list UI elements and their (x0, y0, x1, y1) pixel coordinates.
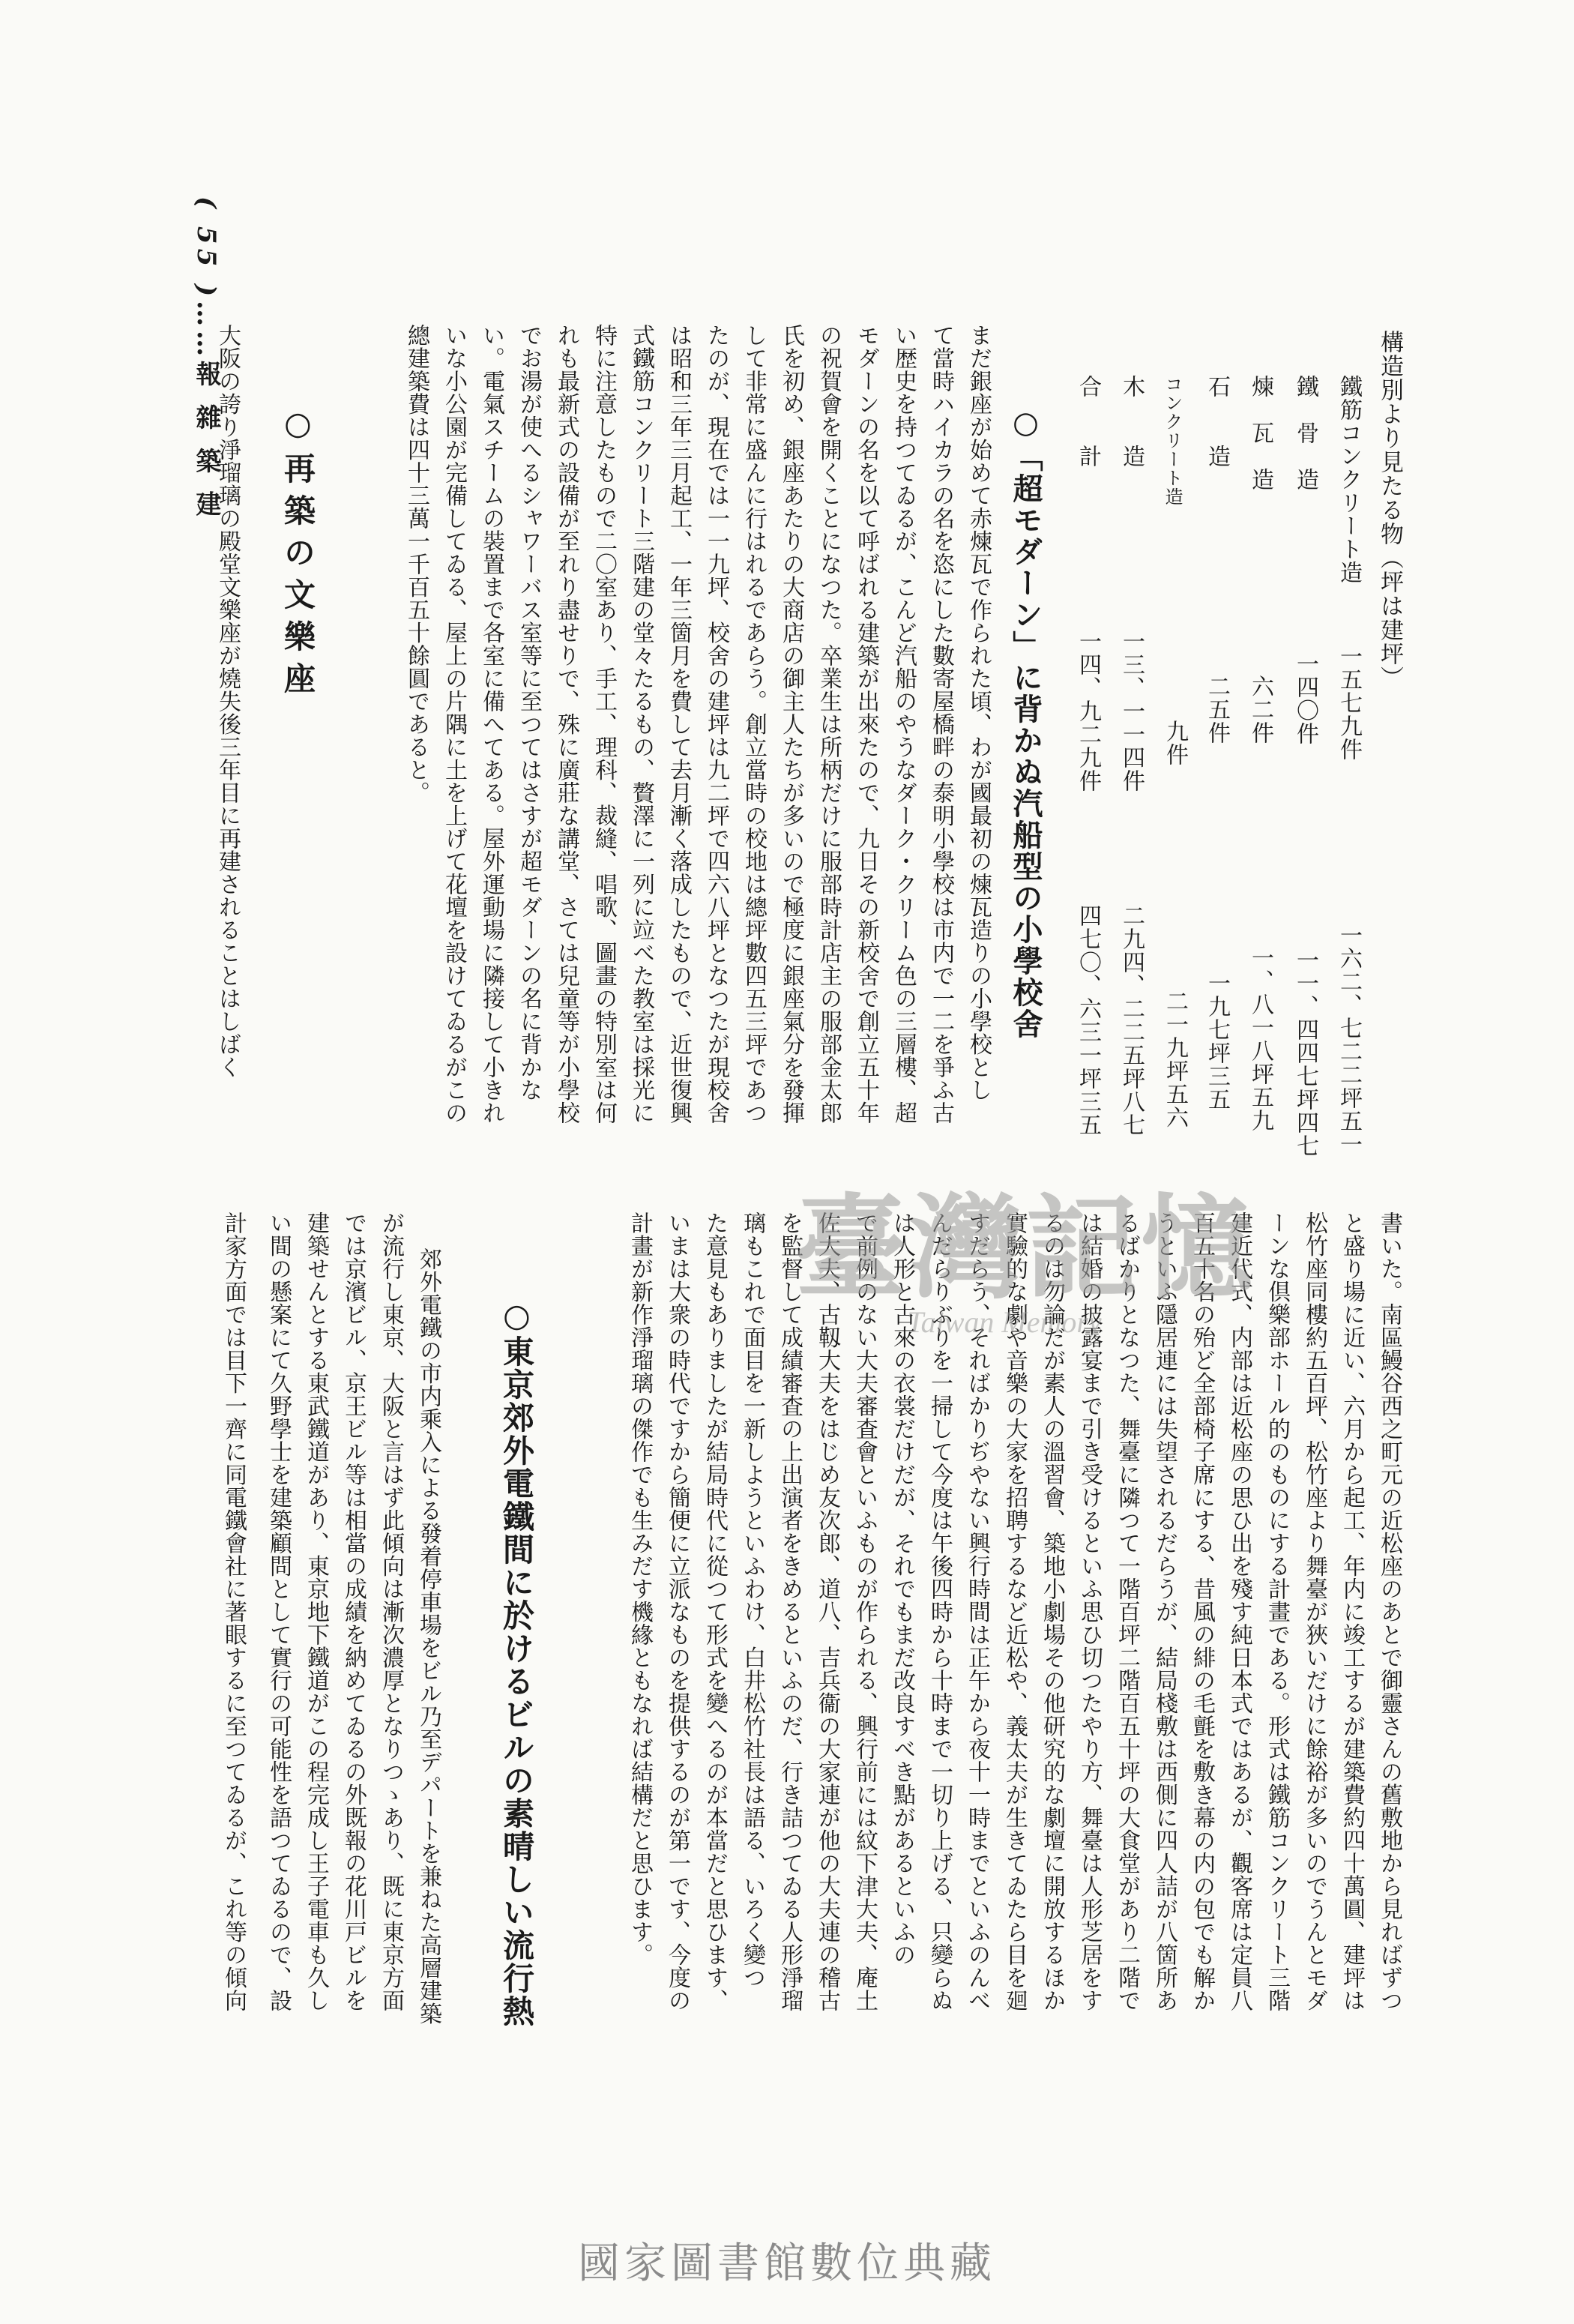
text-line: うといふ隱居連には失望されるだらうが、結局棧敷は西側に四人詰が八箇所あ (1151, 1211, 1178, 2012)
text-line: モダーンの名を以て呼ばれる建築が出來たので、九日その新校舍で創立五十年 (853, 324, 879, 1125)
structure-area: 一、八一八坪五九 (1247, 946, 1273, 1132)
text-line: いまは大衆の時代ですから簡便に立派なものを提供するのが第一です、今度の (664, 1211, 690, 2012)
library-footer: 國家圖書館數位典藏 (578, 2239, 996, 2288)
text-line: るばかりとなつた、舞臺に隣つて一階百坪二階百五十坪の大食堂があり二階で (1114, 1211, 1140, 2012)
text-line: 式鐵筋コンクリート三階建の堂々たるもの、贅澤に一列に竝べた教室は採光に (628, 324, 654, 1125)
structure-type: 煉 瓦 造 (1247, 375, 1273, 491)
structure-count: 一四、九二九件 (1075, 630, 1101, 792)
structure-count: 一五七九件 (1336, 645, 1362, 761)
text-line: 特に注意したもので二〇室あり、手工、理科、裁縫、唱歌、圖畫の特別室は何 (591, 324, 617, 1125)
text-line: 計畫が新作淨瑠璃の傑作でも生みだす機緣ともなれば結構だと思ひます。 (627, 1211, 653, 1966)
text-line: まだ銀座が始めて赤煉瓦で作られた頃、わが國最初の煉瓦造りの小學校とし (965, 324, 992, 1101)
structure-count: 六二件 (1247, 675, 1273, 744)
text-line: 百五十名の殆ど全部椅子席にする、昔風の緋の毛氈を敷き幕の内の包でも解か (1189, 1211, 1215, 2012)
structure-count: 九件 (1162, 720, 1188, 766)
structure-count: 一三、一一四件 (1118, 630, 1145, 792)
structure-area: 一一、四四七坪四七 (1292, 948, 1318, 1158)
text-line: では京濱ビル、京王ビル等は相當の成績を納めてゐるの外既報の花川戸ビルを (340, 1211, 367, 2012)
text-line: 大阪の誇り淨瑠璃の殿堂文樂座が燒失後三年目に再建されることはしばく (214, 324, 241, 1079)
text-line: 建築せんとする東武鐵道があり、東京地下鐵道がこの程完成し王子電車も久し (303, 1211, 329, 2012)
section-heading-suburban-railway-buildings: ○東京郊外電鐵間に於けるビルの素晴しい流行熱 (498, 1297, 535, 2028)
structure-count: 二五件 (1204, 675, 1230, 744)
text-line: で前例のない大夫審査會といふものが作られる、興行前には紋下津大夫、庵土 (851, 1211, 878, 2012)
text-line: して非常に盛んに行はれるであらう。創立當時の校地は總坪數四五三坪であつ (741, 324, 767, 1125)
text-line: 氏を初め、銀座あたりの大商店の御主人たちが多いので極度に銀座氣分を發揮 (778, 324, 804, 1125)
text-line: 計家方面では目下一齊に同電鐵會社に著眼するに至つてゐるが、これ等の傾向 (220, 1211, 247, 2012)
text-line: 璃もこれで面目を一新しようといふわけ、白井松竹社長は語る、いろく變つ (739, 1211, 765, 1989)
section-heading-modern-school: ○「超モダーン」に背かぬ汽船型の小學校舍 (1008, 405, 1043, 1040)
text-line: が流行し東京、大阪と言はず此傾向は漸次濃厚となりつゝあり、既に東京方面 (378, 1211, 404, 2012)
text-line: 總建築費は四十三萬一千百五十餘圓であると。 (403, 324, 429, 804)
structure-area: 一九七坪三五 (1204, 972, 1230, 1111)
text-line: んだらりぶりを一掃して今度は午後四時から十時まで一切り上げる、只變らぬ (926, 1211, 953, 2012)
section-heading-bunrakuza: ○再築の文樂座 (280, 405, 316, 704)
text-line: い。電氣スチームの裝置まで各室に備へてある。屋外運動場に隣接して小きれ (478, 324, 504, 1125)
taiwan-memory-watermark (794, 1182, 1289, 1349)
text-line: 郊外電鐵の市内乘入による發着停車場をビル乃至デパートを兼ねた高層建築 (415, 1247, 441, 2025)
text-line: と盛り場に近い、六月から起工、年内に竣工するが建築費約四十萬圓、建坪は (1339, 1211, 1365, 2012)
structure-type: 石 造 (1204, 375, 1230, 468)
page-number: ( 55 ) (191, 196, 221, 301)
text-line: い歴史を持つてゐるが、こんど汽船のやうなダーク・クリーム色の三層樓、超 (890, 324, 917, 1125)
text-line: は昭和三年三月起工、一年三箇月を費して去月漸く落成したもので、近世復興 (666, 324, 692, 1125)
text-line: 建近代式、内部は近松座の思ひ出を殘す純日本式ではあるが、觀客席は定員八 (1226, 1211, 1252, 2012)
text-line: 實驗的な劇や音樂の大家を招聘するなど近松や、義太夫が生きてゐたら目を廻 (1001, 1211, 1028, 2012)
structure-count: 一四〇件 (1292, 652, 1318, 745)
text-line: い間の懸案にて久野學士を建築顧問として實行の可能性を語つてゐるので、設 (265, 1211, 292, 2012)
structure-type: 木 造 (1118, 375, 1145, 468)
watermark-cjk-text: 臺灣記憶 (794, 1182, 1257, 1314)
text-line: は結婚の披露宴まで引き受けるといふ思ひ切つたやり方、舞臺は人形芝居をす (1076, 1211, 1103, 2012)
text-line: を監督して成績審査の上出演者をきめるといふのだ、行き詰つてゐる人形淨瑠 (777, 1211, 803, 2012)
header-dots: …… (191, 301, 221, 361)
structure-area: 二一九坪五六 (1162, 990, 1188, 1129)
text-line: ーンな倶樂部ホール的のものにする計畫である。形式は鐵筋コンクリート三階 (1264, 1211, 1290, 2012)
watermark-en-text: Taiwan Memory (907, 1305, 1102, 1339)
text-line: 松竹座同樓約五百坪、松竹座より舞臺が狹いだけに餘裕が多いのでうんとモダ (1301, 1211, 1327, 2012)
text-line: でお湯が使へるシャワーバス室等に至つてはさすが超モダーンの名に背かな (516, 324, 542, 1101)
text-line: 書いた。南區鰻谷西之町元の近松座のあとで御靈さんの舊敷地から見ればずつ (1376, 1211, 1402, 2012)
text-line: の祝賀會を開くことになつた。卒業生は所柄だけに服部時計店主の服部金太郎 (815, 324, 842, 1125)
text-line: て當時ハイカラの名を恣にした數寄屋橋畔の泰明小學校は市内で一二を爭ふ古 (928, 324, 954, 1125)
text-line: は人形と古來の衣裳だけだが、それでもまだ改良すべき點があるといふの (889, 1211, 915, 1966)
structure-type: 合 計 (1075, 375, 1101, 468)
text-line: た意見もありましたが結局時代に從つて形式を變へるのが本當だと思ひます、 (702, 1211, 728, 2012)
structure-area: 二九四、二二五坪八七 (1118, 904, 1145, 1137)
journal-title: 報 雜 築 建 (191, 361, 221, 521)
structure-type: コンクリート造 (1162, 375, 1183, 506)
structure-type: 鐵筋コンクリート造 (1336, 375, 1362, 584)
text-line: すだらう、そればかりぢやない興行時間は正午から夜十一時までといふのんべ (964, 1211, 990, 2012)
text-line: るのは勿論だが素人の溫習會、築地小劇場その他研究的な劇壇に開放するほか (1039, 1211, 1065, 2012)
structure-area: 四七〇、六三一坪三五 (1075, 904, 1101, 1137)
structure-type: 鐵 骨 造 (1292, 375, 1318, 491)
text-line: いな小公園が完備してゐる、屋上の片隅に土を上げて花壇を設けてゐるがこの (441, 324, 467, 1125)
structure-area: 一六二、七二二坪五一 (1336, 924, 1362, 1156)
text-line: たのが、現在では一一九坪、校舍の建坪は九二坪で四六八坪となつたが現校舍 (703, 324, 729, 1125)
text-line: 佐大夫、古靱大夫をはじめ友次郎、道八、吉兵衞の大家連が他の大夫連の稽古 (814, 1211, 840, 2012)
text-line: れも最新式の設備が至れり盡せりで、殊に廣莊な講堂、さては兒童等が小學校 (553, 324, 579, 1125)
table-title: 構造別より見たる物（坪は建坪） (1376, 330, 1403, 690)
